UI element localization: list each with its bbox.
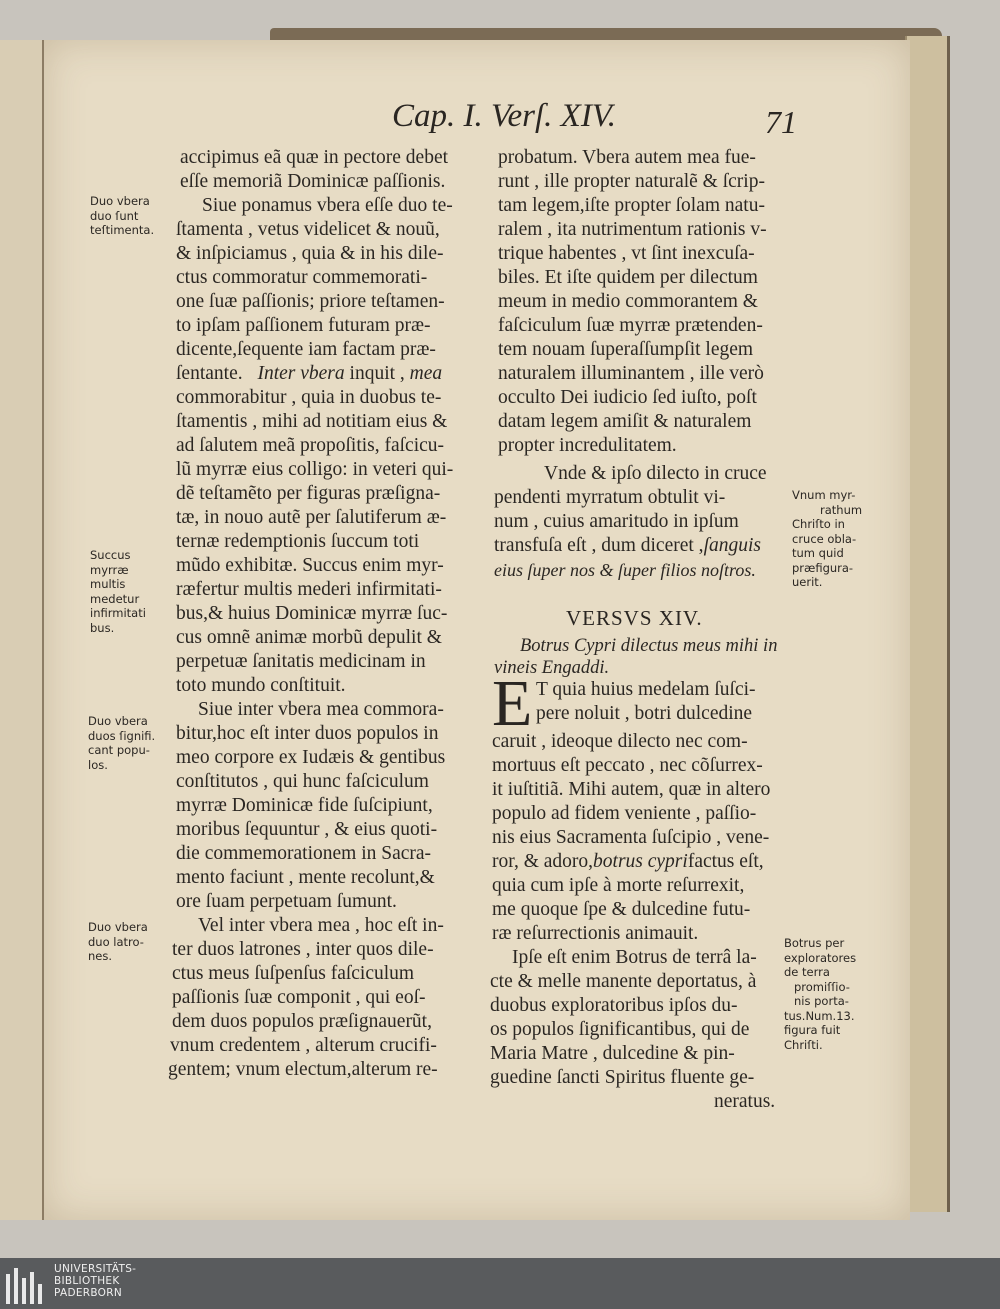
text-line: it iuſtitiã. Mihi autem, quæ in altero — [492, 779, 771, 800]
text-line: bus,& huius Dominicæ myrræ ſuc- — [176, 603, 448, 624]
text-line: ore ſuam perpetuam ſumunt. — [176, 891, 397, 912]
text-line: meum in medio commorantem & — [498, 291, 758, 312]
text-line — [492, 850, 764, 874]
library-footer — [0, 1258, 1000, 1309]
text-line: Siue inter vbera mea commora- — [198, 699, 444, 720]
text-line: meo corpore ex Iudæis & gentibus — [176, 747, 446, 768]
text-span: ſentante. — [176, 363, 243, 384]
side-note-line: Vnum myr- — [792, 488, 856, 502]
text-line: one ſuæ paſſionis; priore teſtamen- — [176, 291, 445, 312]
side-note-line: myrræ — [90, 562, 129, 577]
text-line: mento faciunt , mente recolunt,& — [176, 867, 435, 888]
text-line: moribus ſequuntur , & eius quoti- — [176, 819, 438, 840]
side-note — [90, 548, 146, 635]
text-line — [176, 362, 442, 386]
text-span: ror, & adoro, — [492, 851, 594, 872]
text-span: factus eſt, — [687, 851, 764, 872]
text-line: pendenti myrratum obtulit vi- — [494, 487, 726, 508]
library-name-line: UNIVERSITÄTS- — [54, 1263, 137, 1275]
text-line: die commemorationem in Sacra- — [176, 843, 432, 864]
side-note-line: medetur — [90, 591, 140, 606]
text-line: cus omnẽ animæ morbũ depulit & — [176, 627, 442, 648]
text-line: mortuus eſt peccato , nec cõſurrex- — [492, 755, 763, 776]
text-line: ctus commoratur commemorati- — [176, 267, 428, 288]
facing-page-edge — [0, 40, 45, 1220]
library-name-line: PADERBORN — [54, 1287, 122, 1299]
text-line: os populos ſignificantibus, qui de — [490, 1019, 750, 1040]
side-note — [88, 920, 148, 964]
side-note-line: cruce obla- — [792, 531, 857, 546]
text-line: pere noluit , botri dulcedine — [536, 703, 753, 724]
text-line: T quia huius medelam ſuſci- — [536, 679, 756, 700]
side-note — [784, 936, 856, 1052]
italic-span: botrus cypri — [593, 851, 688, 872]
side-note-line: duos ſignifi. — [88, 728, 156, 743]
italic-span: mea — [409, 363, 443, 384]
text-line: commorabitur , quia in duobus te- — [176, 387, 442, 408]
side-note-line: los. — [88, 757, 108, 772]
side-note-line: Chriſti. — [784, 1037, 823, 1052]
text-line: faſciculum ſuæ myrræ prætenden- — [498, 315, 763, 336]
side-note-line: tum quid — [792, 546, 844, 560]
side-note-line: rathum — [820, 502, 863, 517]
verse-heading: VERSVS XIV. — [566, 606, 703, 630]
text-line: dem duos populos præſignauerũt, — [172, 1011, 432, 1032]
side-note-line: nes. — [88, 949, 113, 963]
text-line: num , cuius amaritudo in ipſum — [494, 511, 739, 532]
side-note-line: Chriſto in — [792, 517, 845, 531]
verse-text: vineis Engaddi. — [494, 658, 610, 678]
side-note-line: præfigura- — [792, 560, 854, 575]
text-line: ſtamenta , vetus videlicet & nouũ, — [176, 219, 440, 240]
side-note-line: tus.Num.13. — [784, 1008, 855, 1023]
text-line: ſtamentis , mihi ad notitiam eius & — [176, 411, 448, 432]
side-note-line: Botrus per — [784, 936, 845, 950]
text-line: naturalem illuminantem , ille verò — [498, 363, 764, 384]
text-span: transfuſa eſt , dum diceret , — [494, 535, 704, 556]
text-line: Maria Matre , dulcedine & pin- — [490, 1043, 735, 1064]
text-line: Ipſe eſt enim Botrus de terrâ la- — [512, 947, 757, 968]
text-line: trique habentes , vt ſint inexcuſa- — [498, 243, 755, 264]
text-line: cte & melle manente deportatus, à — [490, 971, 757, 992]
side-note-line: bus. — [90, 620, 115, 635]
side-note-line: promiſſio- — [794, 979, 850, 994]
text-line: vnum credentem , alterum crucifi- — [170, 1035, 437, 1056]
text-line: perpetuæ ſanitatis medicinam in — [176, 651, 426, 672]
text-line: me quoque ſpe & dulcedine futu- — [492, 899, 751, 920]
side-note-line: Duo vbera — [88, 920, 148, 934]
text-line — [494, 534, 761, 558]
text-line: occulto Dei iudicio ſed iuſto, poſt — [498, 387, 757, 408]
text-line: ter duos latrones , inter quos dile- — [172, 939, 434, 960]
side-note-line: exploratores — [784, 950, 857, 965]
side-note-line: teſtimenta. — [90, 223, 155, 237]
text-line: dẽ teſtamẽto per figuras præſigna- — [176, 483, 441, 504]
text-line: Vel inter vbera mea , hoc eſt in- — [198, 915, 444, 936]
side-note-line: duo latro- — [88, 934, 144, 949]
text-line: quia cum ipſe à morte reſurrexit, — [492, 875, 745, 896]
side-note — [90, 194, 154, 238]
side-note-line: de terra — [784, 965, 830, 979]
text-line: mũdo exhibitæ. Succus enim myr- — [176, 555, 444, 576]
library-logo-icon — [4, 1264, 44, 1304]
text-line: Vnde & ipſo dilecto in cruce — [544, 463, 767, 484]
side-note-line: infirmitati — [90, 606, 146, 620]
side-note-line: Succus — [90, 548, 131, 562]
italic-span: ſanguis — [703, 535, 761, 556]
library-name-line: BIBLIOTHEK — [54, 1275, 120, 1287]
text-line: runt , ille propter naturalẽ & ſcrip- — [498, 171, 765, 192]
side-note — [88, 714, 155, 772]
text-line: datam legem amiſit & naturalem — [498, 411, 752, 432]
side-note-line: nis porta- — [794, 994, 849, 1008]
side-note-line: cant popu- — [88, 743, 150, 757]
verse-text: Botrus Cypri dilectus meus mihi in — [520, 636, 778, 656]
text-line: conſtitutos , qui hunc faſciculum — [176, 771, 429, 792]
running-title: Cap. I. Verſ. XIV. — [392, 98, 616, 134]
text-line: tam legem,iſte propter ſolam natu- — [498, 195, 765, 216]
text-line: nis eius Sacramenta ſuſcipio , vene- — [492, 827, 770, 848]
side-note-line: uerit. — [792, 575, 823, 589]
text-line: myrræ Dominicæ fide ſuſcipiunt, — [176, 795, 433, 816]
text-line: lũ myrræ eius colligo: in veteri qui- — [176, 459, 454, 480]
page-stack-edge — [905, 36, 950, 1212]
text-line: populo ad fidem veniente , paſſio- — [492, 803, 757, 824]
side-note-line: multis — [90, 577, 126, 591]
text-line: probatum. Vbera autem mea fue- — [498, 147, 756, 168]
text-line: ralem , ita nutrimentum rationis v- — [498, 219, 767, 240]
text-line: paſſionis ſuæ componit , qui eoſ- — [172, 987, 426, 1008]
side-note-line: duo ſunt — [90, 208, 139, 223]
library-name — [54, 1263, 136, 1299]
side-note-line: Duo vbera — [90, 194, 150, 208]
text-span: inquit , — [349, 363, 405, 384]
text-line: to ipſam paſſionem futuram præ- — [176, 315, 431, 336]
side-note-line: Duo vbera — [88, 714, 148, 728]
text-line: tæ, in nouo autẽ per ſalutiferum æ- — [176, 507, 447, 528]
text-line: biles. Et iſte quidem per dilectum — [498, 267, 758, 288]
side-note — [792, 488, 862, 590]
text-line: duobus exploratoribus ipſos du- — [490, 995, 738, 1016]
text-line: eius ſuper nos & ſuper filios noſtros. — [494, 560, 756, 580]
text-line: propter incredulitatem. — [498, 435, 677, 456]
text-line: ræfertur multis mederi infirmitati- — [176, 579, 442, 600]
text-line: guedine ſancti Spiritus fluente ge- — [490, 1067, 755, 1088]
text-line: neratus. — [714, 1091, 776, 1112]
text-line: eſſe memoriã Dominicæ paſſionis. — [180, 171, 446, 192]
drop-cap: E — [492, 667, 533, 740]
text-line: ctus meus ſuſpenſus faſciculum — [172, 963, 415, 984]
text-line: & inſpiciamus , quia & in his dile- — [176, 243, 444, 264]
page-number: 71 — [765, 104, 797, 140]
text-line: Siue ponamus vbera eſſe duo te- — [202, 195, 453, 216]
text-line: gentem; vnum electum,alterum re- — [168, 1059, 438, 1080]
italic-span: Inter vbera — [257, 363, 345, 384]
text-line: ternæ redemptionis ſuccum toti — [176, 531, 420, 552]
text-line: toto mundo conſtituit. — [176, 675, 346, 696]
text-line: ad ſalutem meã propoſitis, faſcicu- — [176, 435, 445, 456]
text-line: ræ reſurrectionis animauit. — [492, 923, 699, 944]
side-note-line: figura fuit — [784, 1023, 841, 1037]
text-line: accipimus eã quæ in pectore debet — [180, 147, 449, 168]
text-line: tem nouam ſuperaſſumpſit legem — [498, 339, 754, 360]
text-line: caruit , ideoque dilecto nec com- — [492, 731, 748, 752]
text-line: bitur,hoc eſt inter duos populos in — [176, 723, 439, 744]
text-line: dicente,ſequente iam factam præ- — [176, 339, 436, 360]
